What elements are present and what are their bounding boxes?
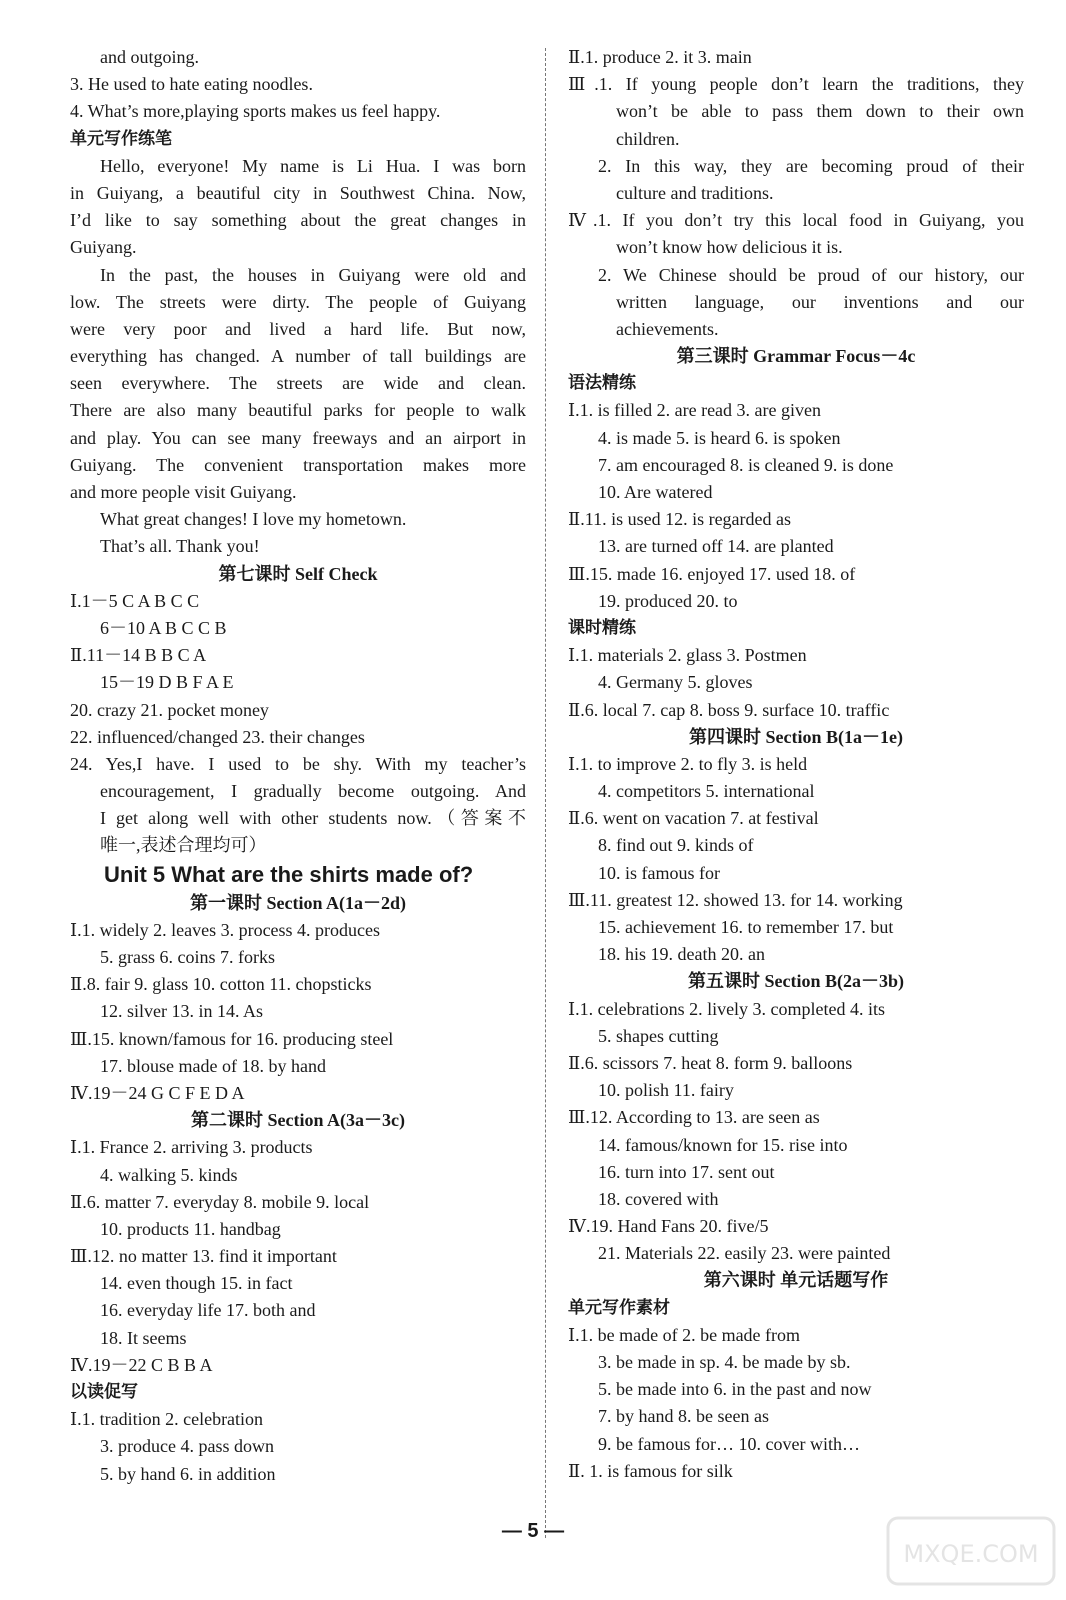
answer-line: 2. We Chinese should be proud of our history, our	[598, 264, 1024, 285]
lesson-title: 第三课时 Grammar Focus－4c	[676, 346, 916, 367]
answer-line: 15. achievement 16. to remember 17. but	[598, 917, 894, 937]
answer-line: 19. produced 20. to	[598, 590, 738, 611]
answer-line: 20. crazy 21. pocket money	[70, 699, 269, 720]
answer-line: and more people visit Guiyang.	[70, 482, 297, 502]
answer-line: 3. produce 4. pass down	[100, 1436, 274, 1457]
section-heading: 单元写作素材	[568, 1297, 670, 1318]
answer-line: Ⅰ.1. materials 2. glass 3. Postmen	[568, 645, 807, 666]
lesson-title: 第五课时 Section B(2a－3b)	[688, 971, 904, 992]
answer-line: 4. walking 5. kinds	[100, 1164, 238, 1185]
answer-line: achievements.	[616, 318, 719, 339]
section-heading: 以读促写	[70, 1382, 138, 1402]
answer-line: 18. It seems	[100, 1327, 187, 1348]
answer-line: encouragement, I gradually become outgoing. And	[100, 781, 526, 802]
answer-line: 7. by hand 8. be seen as	[598, 1406, 769, 1427]
answer-line: There are also many beautiful parks for people to walk	[70, 400, 526, 421]
answer-line: Ⅲ.11. greatest 12. showed 13. for 14. working	[568, 889, 903, 910]
answer-line: Ⅲ.15. made 16. enjoyed 17. used 18. of	[568, 563, 856, 584]
answer-line: Ⅱ.6. matter 7. everyday 8. mobile 9. local	[70, 1191, 370, 1212]
answer-line: 10. is famous for	[598, 862, 720, 883]
answer-line: were very poor and lived a hard life. But now,	[70, 318, 526, 339]
answer-line: Ⅱ.1. produce 2. it 3. main	[568, 47, 752, 67]
answer-line: Ⅰ.1. France 2. arriving 3. products	[70, 1137, 313, 1158]
answer-line: Ⅲ.12. According to 13. are seen as	[568, 1107, 820, 1128]
answer-line: Ⅱ.6. went on vacation 7. at festival	[568, 808, 819, 829]
answer-line: 7. am encouraged 8. is cleaned 9. is done	[598, 454, 894, 475]
answer-line: 5. by hand 6. in addition	[100, 1463, 276, 1484]
answer-line: Ⅰ.1. celebrations 2. lively 3. completed 4. its	[568, 998, 886, 1019]
answer-line: 16. turn into 17. sent out	[598, 1161, 775, 1182]
answer-line: 5. be made into 6. in the past and now	[598, 1379, 872, 1400]
answer-line: 唯一,表述合理均可）	[100, 835, 267, 856]
answer-line: Ⅱ.6. scissors 7. heat 8. form 9. balloons	[568, 1052, 853, 1073]
right-column	[568, 44, 1024, 1485]
answer-line: 8. find out 9. kinds of	[598, 835, 754, 856]
answer-line: 14. famous/known for 15. rise into	[598, 1134, 848, 1155]
answer-line: low. The streets were dirty. The people of Guiyang	[70, 291, 526, 312]
answer-line: Ⅳ.19－22 C B B A	[70, 1354, 213, 1375]
answer-line: seen everywhere. The streets are wide and clean.	[70, 373, 526, 394]
answer-line: 3. He used to hate eating noodles.	[70, 74, 313, 95]
answer-line: 4. Germany 5. gloves	[598, 672, 753, 693]
answer-line: That’s all. Thank you!	[100, 536, 260, 557]
unit-title: Unit 5 What are the shirts made of?	[104, 861, 474, 887]
answer-line: I’d like to say something about the great changes in	[70, 210, 526, 231]
lesson-title: 第四课时 Section B(1a－1e)	[689, 726, 903, 747]
answer-line: Ⅰ.1. widely 2. leaves 3. process 4. produces	[70, 919, 381, 940]
answer-line: everything has changed. A number of tall buildings are	[70, 346, 526, 367]
answer-line: Ⅰ.1. to improve 2. to fly 3. is held	[568, 753, 808, 774]
answer-line: and outgoing.	[100, 47, 199, 67]
answer-line: I get along well with other students now.（答案不	[100, 808, 526, 829]
answer-line: 14. even though 15. in fact	[100, 1273, 293, 1294]
answer-line: culture and traditions.	[616, 182, 774, 203]
answer-line: 2. In this way, they are becoming proud of their	[598, 155, 1024, 176]
answer-line: Ⅰ.1－5 C A B C C	[70, 590, 200, 611]
answer-line: 4. is made 5. is heard 6. is spoken	[598, 427, 841, 448]
answer-line: won’t know how delicious it is.	[616, 237, 843, 258]
answer-line: 5. grass 6. coins 7. forks	[100, 947, 275, 967]
answer-line: 3. be made in sp. 4. be made by sb.	[598, 1352, 851, 1372]
answer-line: Ⅱ.11－14 B B C A	[70, 645, 207, 666]
answer-line: Ⅲ.15. known/famous for 16. producing steel	[70, 1028, 394, 1049]
answer-line: 16. everyday life 17. both and	[100, 1300, 316, 1321]
answer-line: 10. polish 11. fairy	[598, 1080, 734, 1101]
answer-line: 9. be famous for… 10. cover with…	[598, 1433, 860, 1454]
answer-line: Ⅱ.6. local 7. cap 8. boss 9. surface 10. traffic	[568, 699, 890, 720]
answer-line: Guiyang.	[70, 237, 137, 258]
answer-line: 18. his 19. death 20. an	[598, 944, 765, 965]
watermark-logo	[886, 1516, 1056, 1586]
answer-line: Ⅳ.19－24 G C F E D A	[70, 1082, 245, 1103]
lesson-title: 第二课时 Section A(3a－3c)	[191, 1110, 405, 1131]
answer-line: Ⅲ.12. no matter 13. find it important	[70, 1246, 337, 1267]
answer-line: children.	[616, 128, 680, 149]
answer-line: Ⅰ.1. tradition 2. celebration	[70, 1409, 264, 1430]
answer-line: 4. What’s more,playing sports makes us feel happy.	[70, 101, 441, 122]
section-heading: 语法精练	[568, 373, 636, 394]
answer-line: Hello, everyone! My name is Li Hua. I was born	[100, 155, 526, 176]
answer-line: Ⅳ.19. Hand Fans 20. five/5	[568, 1216, 769, 1237]
answer-line: What great changes! I love my hometown.	[100, 509, 407, 530]
answer-line: Ⅲ.1. If young people don’t learn the traditions, they	[568, 74, 1024, 95]
answer-line: Guiyang. The convenient transportation makes more	[70, 454, 526, 475]
answer-line: 13. are turned off 14. are planted	[598, 536, 834, 557]
answer-line: In the past, the houses in Guiyang were old and	[100, 264, 526, 285]
section-heading: 单元写作练笔	[70, 128, 172, 149]
answer-line: Ⅱ.11. is used 12. is regarded as	[568, 509, 792, 530]
section-heading: 课时精练	[568, 617, 636, 638]
answer-line: 22. influenced/changed 23. their changes	[70, 726, 365, 747]
answer-line: 17. blouse made of 18. by hand	[100, 1055, 326, 1076]
column-divider	[545, 48, 546, 1538]
lesson-title: 第六课时 单元话题写作	[703, 1270, 889, 1291]
page-number: — 5 —	[501, 1520, 565, 1542]
answer-line: in Guiyang, a beautiful city in Southwest China. Now,	[70, 182, 526, 203]
left-column	[70, 44, 526, 1488]
answer-line: Ⅱ.8. fair 9. glass 10. cotton 11. chopsticks	[70, 974, 372, 995]
answer-line: Ⅰ.1. be made of 2. be made from	[568, 1324, 801, 1345]
answer-line: 12. silver 13. in 14. As	[100, 1001, 264, 1022]
svg-text:MXQE.COM: MXQE.COM	[903, 1540, 1039, 1568]
answer-line: 18. covered with	[598, 1188, 719, 1209]
answer-line: and play. You can see many freeways and an airport in	[70, 427, 526, 448]
answer-line: 24. Yes,I have. I used to be shy. With my teacher’s	[70, 753, 526, 774]
answer-line: Ⅱ. 1. is famous for silk	[568, 1460, 733, 1481]
answer-line: 6－10 A B C C B	[100, 617, 227, 638]
answer-line: Ⅳ.1. If you don’t try this local food in Guiyang, you	[568, 210, 1024, 231]
answer-line: 15－19 D B F A E	[100, 672, 234, 693]
lesson-title: 第七课时 Self Check	[218, 563, 378, 584]
answer-line: 5. shapes cutting	[598, 1025, 719, 1046]
answer-line: 10. products 11. handbag	[100, 1218, 281, 1239]
lesson-title: 第一课时 Section A(1a－2d)	[190, 892, 406, 913]
answer-line: won’t be able to pass them down to their own	[616, 101, 1024, 122]
answer-line: written language, our inventions and our	[616, 291, 1024, 312]
answer-line: 10. Are watered	[598, 482, 713, 502]
answer-line: 21. Materials 22. easily 23. were painted	[598, 1243, 891, 1264]
answer-line: 4. competitors 5. international	[598, 781, 815, 802]
answer-line: Ⅰ.1. is filled 2. are read 3. are given	[568, 400, 822, 421]
